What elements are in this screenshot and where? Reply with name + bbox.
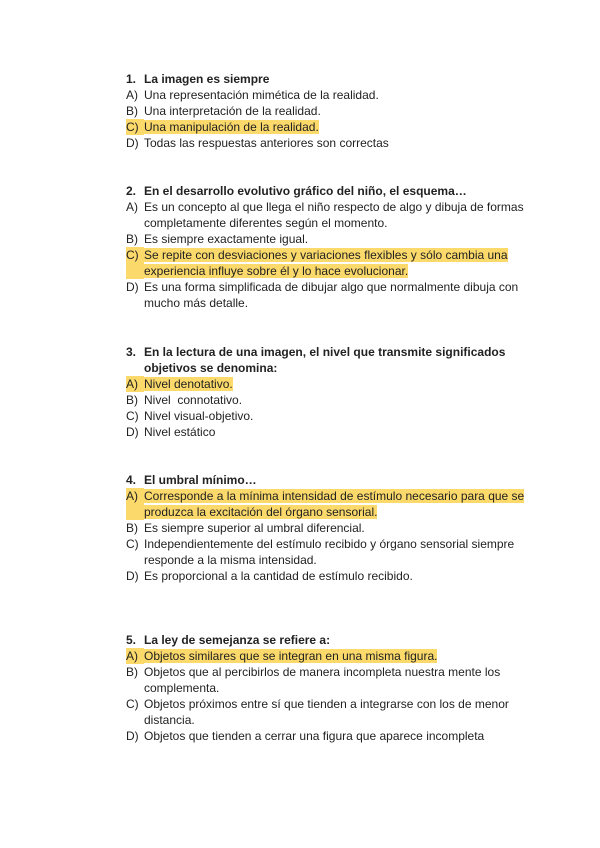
question-number: 4. <box>126 473 137 487</box>
option-letter: B) <box>126 521 138 535</box>
question-title <box>126 344 526 376</box>
option-letter: B) <box>126 393 138 407</box>
option-c <box>126 119 526 135</box>
option-text: Es siempre exactamente igual. <box>144 232 309 246</box>
option-b <box>126 231 526 247</box>
option-text-highlighted: Una manipulación de la realidad. <box>144 120 319 134</box>
option-b <box>126 103 526 119</box>
option-text-highlighted: Se repite con desviaciones y variaciones flexibles y sólo cambia una experiencia influye sobre él y lo hace evolucionar. <box>144 248 508 278</box>
option-text: Es una forma simplificada de dibujar algo que normalmente dibuja con mucho más detalle. <box>144 280 519 310</box>
option-a <box>126 87 526 103</box>
question-5 <box>126 632 526 744</box>
option-letter: B) <box>126 104 138 118</box>
option-text-highlighted: Nivel denotativo. <box>144 377 233 391</box>
option-text: Una interpretación de la realidad. <box>144 104 321 118</box>
option-letter: D) <box>126 425 139 439</box>
option-b <box>126 520 526 536</box>
question-text: En el desarrollo evolutivo gráfico del niño, el esquema… <box>144 184 467 198</box>
option-letter: D) <box>126 136 139 150</box>
option-letter: C) <box>126 247 144 279</box>
option-letter: B) <box>126 665 138 679</box>
option-b <box>126 392 526 408</box>
option-letter: C) <box>126 409 139 423</box>
question-number: 2. <box>126 184 137 198</box>
option-text: Todas las respuestas anteriores son correctas <box>144 136 389 150</box>
question-title <box>126 71 526 87</box>
option-text: Independientemente del estímulo recibido y órgano sensorial siempre responde a la misma intensidad. <box>144 537 515 567</box>
option-text-highlighted: Corresponde a la mínima intensidad de estímulo necesario para que se produzca la excitación del órgano sensorial. <box>144 489 525 519</box>
question-text: El umbral mínimo… <box>144 473 257 487</box>
question-text: La ley de semejanza se refiere a: <box>144 633 331 647</box>
option-text: Nivel connotativo. <box>144 393 243 407</box>
option-a <box>126 648 526 664</box>
question-3 <box>126 344 526 440</box>
question-number: 5. <box>126 633 137 647</box>
option-text: Nivel visual-objetivo. <box>144 409 254 423</box>
option-a <box>126 376 526 392</box>
question-title <box>126 183 526 199</box>
question-number: 1. <box>126 72 137 86</box>
question-2 <box>126 183 526 311</box>
option-c <box>126 247 526 279</box>
option-letter: A) <box>126 200 138 214</box>
option-text: Objetos que al percibirlos de manera incompleta nuestra mente los complementa. <box>144 665 501 695</box>
option-letter: C) <box>126 537 139 551</box>
question-title <box>126 632 526 648</box>
option-a <box>126 199 526 231</box>
option-letter: D) <box>126 569 139 583</box>
option-letter: B) <box>126 232 138 246</box>
option-text: Una representación mimética de la realidad. <box>144 88 379 102</box>
option-d <box>126 568 526 584</box>
option-text-highlighted: Objetos similares que se integran en una misma figura. <box>144 649 438 663</box>
option-letter: A) <box>126 88 138 102</box>
option-text: Es un concepto al que llega el niño respecto de algo y dibuja de formas completamente diferentes según el momento. <box>144 200 524 230</box>
option-c <box>126 696 526 728</box>
option-d <box>126 728 526 744</box>
option-c <box>126 536 526 568</box>
option-text: Objetos que tienden a cerrar una figura que aparece incompleta <box>144 729 485 743</box>
option-letter: A) <box>126 648 144 664</box>
question-1 <box>126 71 526 151</box>
option-letter: A) <box>126 376 144 392</box>
option-letter: D) <box>126 280 139 294</box>
option-text: Objetos próximos entre sí que tienden a integrarse con los de menor distancia. <box>144 697 509 727</box>
option-letter: C) <box>126 119 144 135</box>
option-d <box>126 279 526 311</box>
option-letter: C) <box>126 697 139 711</box>
option-b <box>126 664 526 696</box>
option-text: Es siempre superior al umbral diferencial. <box>144 521 365 535</box>
option-text: Nivel estático <box>144 425 216 439</box>
question-text: En la lectura de una imagen, el nivel que transmite significados objetivos se denomina: <box>144 345 506 375</box>
option-text: Es proporcional a la cantidad de estímulo recibido. <box>144 569 413 583</box>
question-number: 3. <box>126 345 137 359</box>
option-c <box>126 408 526 424</box>
question-4 <box>126 472 526 584</box>
question-text: La imagen es siempre <box>144 72 270 86</box>
option-a <box>126 488 526 520</box>
option-d <box>126 424 526 440</box>
option-letter: A) <box>126 488 144 520</box>
question-title <box>126 472 526 488</box>
option-letter: D) <box>126 729 139 743</box>
option-d <box>126 135 526 151</box>
